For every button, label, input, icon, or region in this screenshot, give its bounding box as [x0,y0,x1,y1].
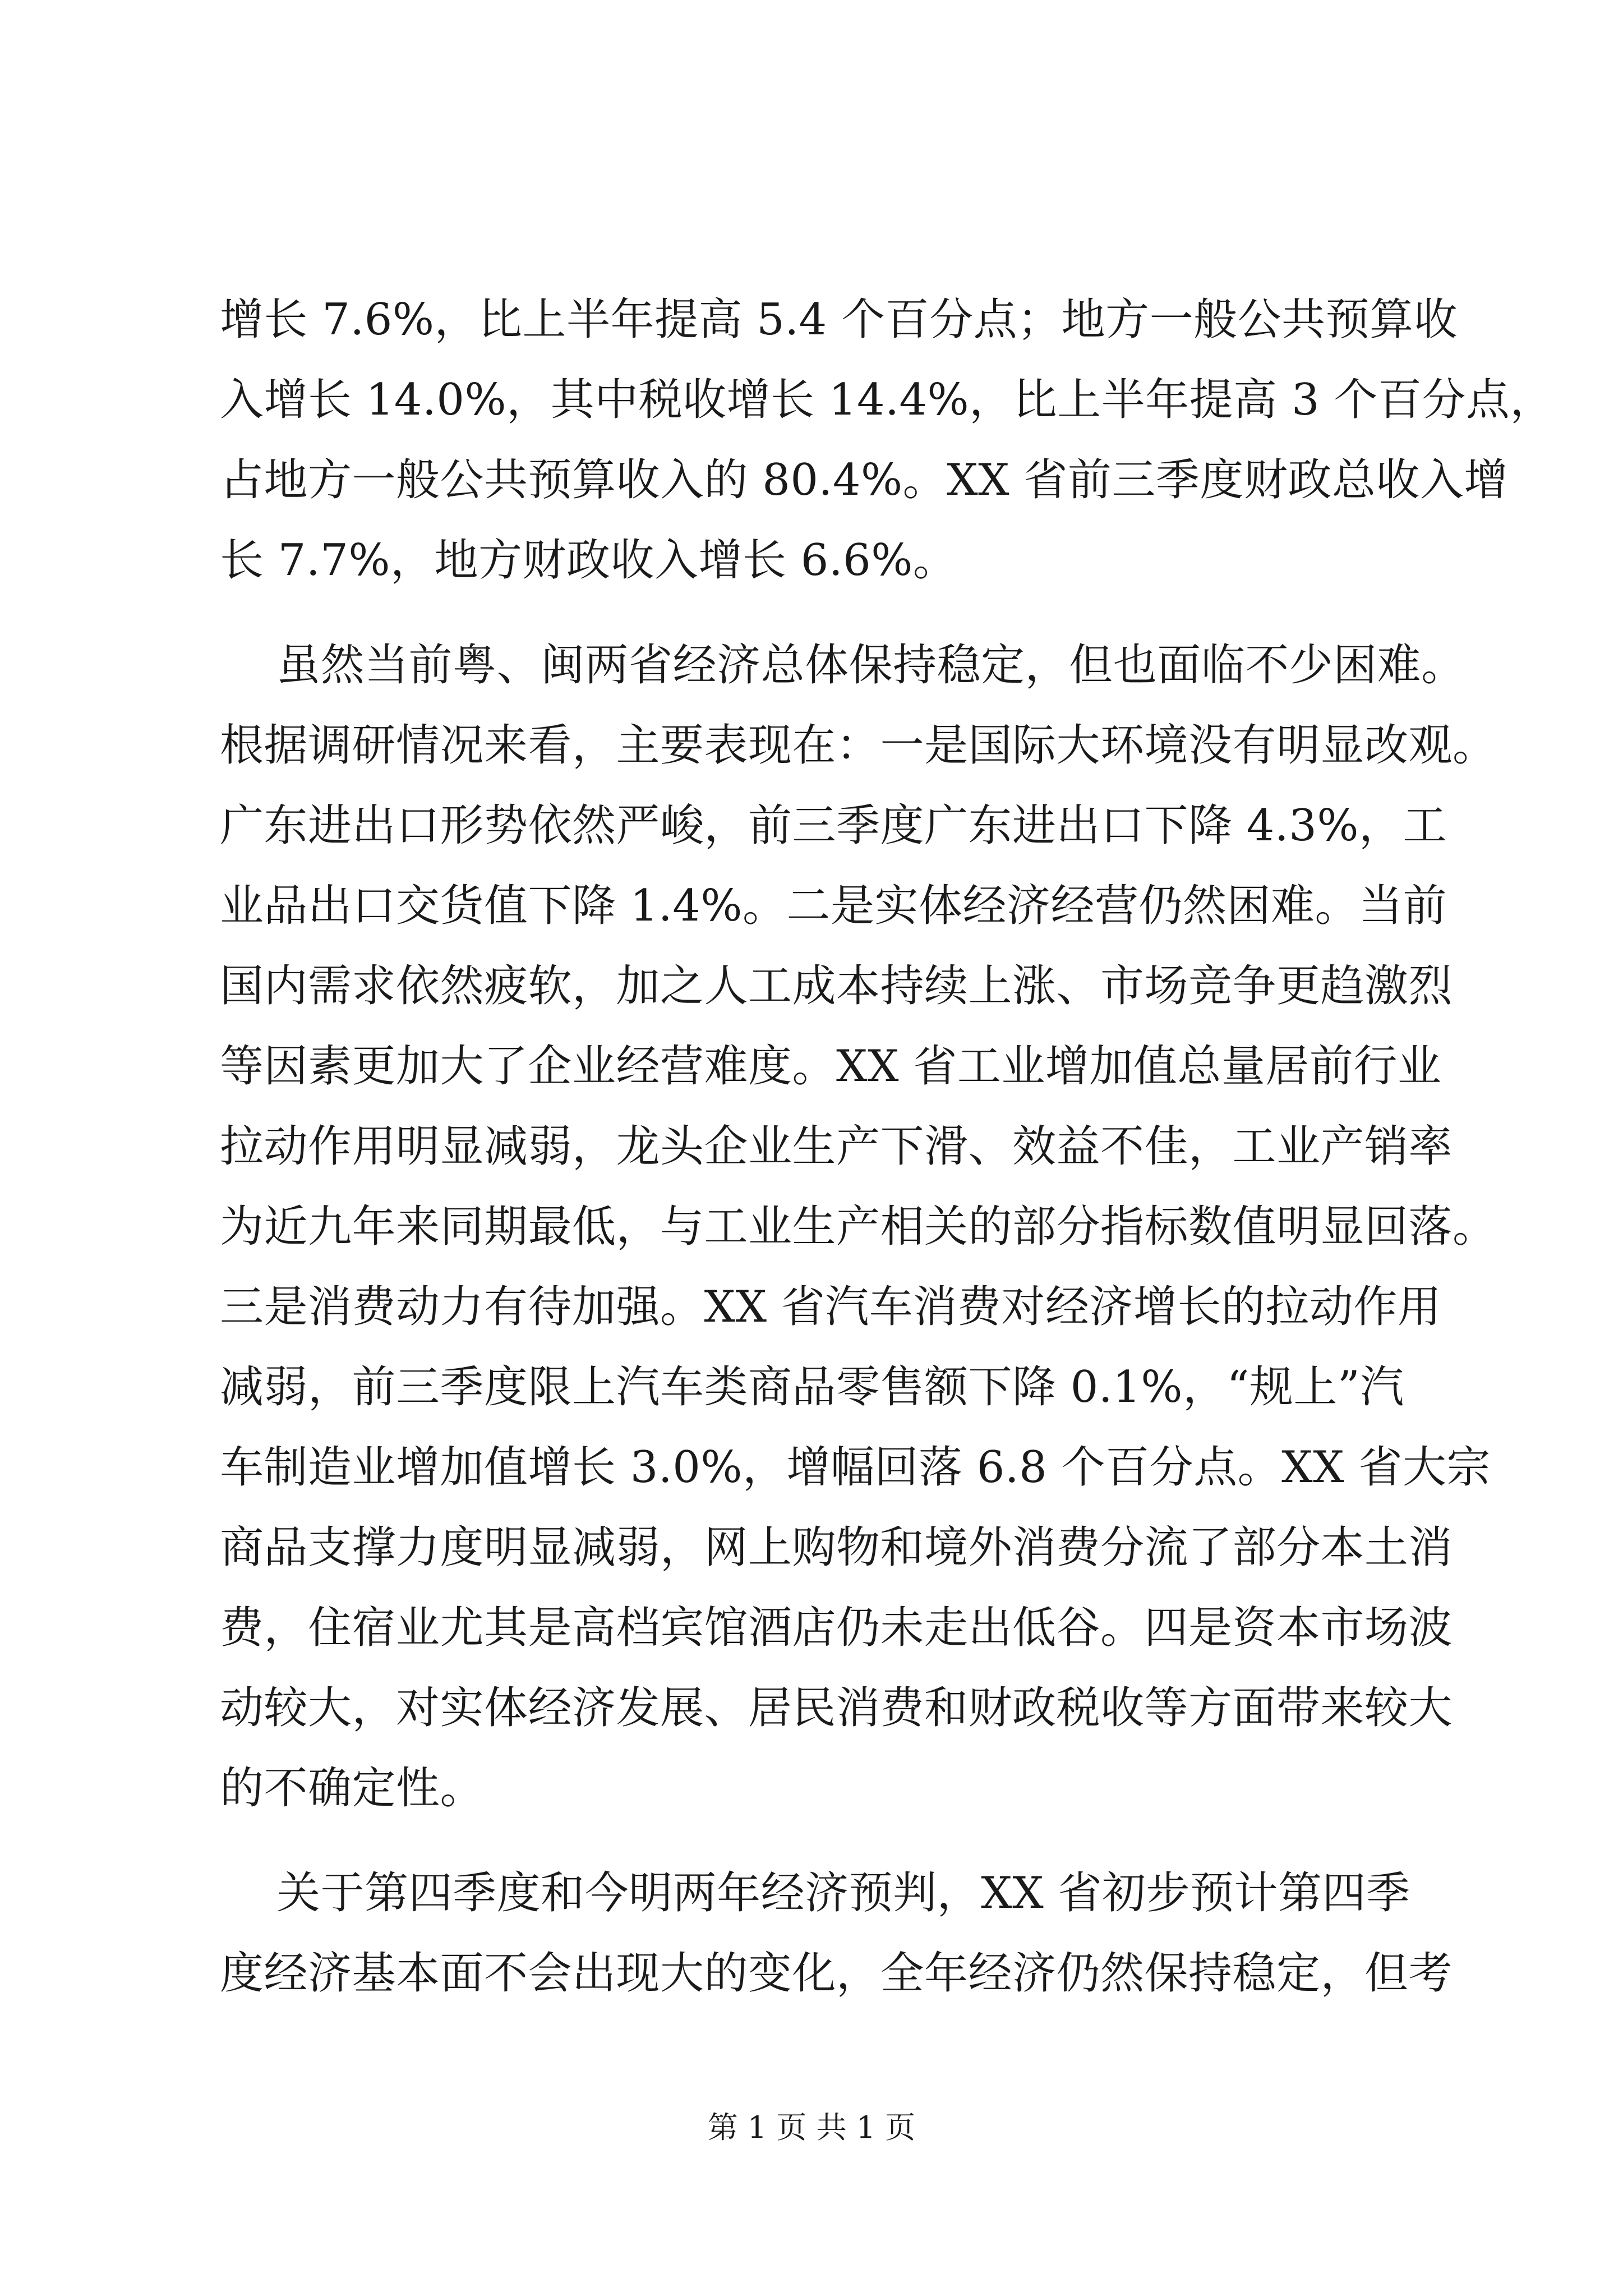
text-line: 广东进出口形势依然严峻，前三季度广东进出口下降 4.3%，工 [220,800,1447,851]
page-footer: 第 1 页 共 1 页 [707,2110,916,2145]
text-line: 增长 7.6%，比上半年提高 5.4 个百分点；地方一般公共预算收 [220,295,1458,345]
text-line: 长 7.7%，地方财政收入增长 6.6%。 [220,535,957,586]
text-line: 费，住宿业尤其是高档宾馆酒店仍未走出低谷。四是资本市场波 [220,1603,1453,1653]
text-line: 入增长 14.0%，其中税收增长 14.4%，比上半年提高 3 个百分点， [220,375,1554,425]
text-line: 减弱，前三季度限上汽车类商品零售额下降 0.1%，“规上”汽 [220,1362,1404,1412]
text-line: 根据调研情况来看，主要表现在：一是国际大环境没有明显改观。 [220,720,1497,771]
text-line: 拉动作用明显减弱，龙头企业生产下滑、效益不佳，工业产销率 [220,1121,1453,1172]
text-line: 三是消费动力有待加强。XX 省汽车消费对经济增长的拉动作用 [220,1282,1442,1332]
text-line: 等因素更加大了企业经营难度。XX 省工业增加值总量居前行业 [220,1041,1442,1092]
text-line: 商品支撑力度明显减弱，网上购物和境外消费分流了部分本土消 [220,1522,1453,1573]
text-line: 度经济基本面不会出现大的变化，全年经济仍然保持稳定，但考 [220,1948,1453,1999]
text-line: 国内需求依然疲软，加之人工成本持续上涨、市场竞争更趋激烈 [220,961,1453,1011]
text-line: 业品出口交货值下降 1.4%。二是实体经济经营仍然困难。当前 [220,881,1447,931]
text-line: 车制造业增加值增长 3.0%，增幅回落 6.8 个百分点。XX 省大宗 [220,1442,1491,1493]
text-line: 为近九年来同期最低，与工业生产相关的部分指标数值明显回落。 [220,1202,1497,1252]
paragraph-start-line: 关于第四季度和今明两年经济预判，XX 省初步预计第四季 [220,1868,1410,1918]
text-line: 的不确定性。 [220,1763,485,1814]
text-line: 动较大，对实体经济发展、居民消费和财政税收等方面带来较大 [220,1683,1453,1733]
paragraph-start-line: 虽然当前粤、闽两省经济总体保持稳定，但也面临不少困难。 [220,640,1465,691]
text-line: 占地方一般公共预算收入的 80.4%。XX 省前三季度财政总收入增 [220,455,1508,505]
